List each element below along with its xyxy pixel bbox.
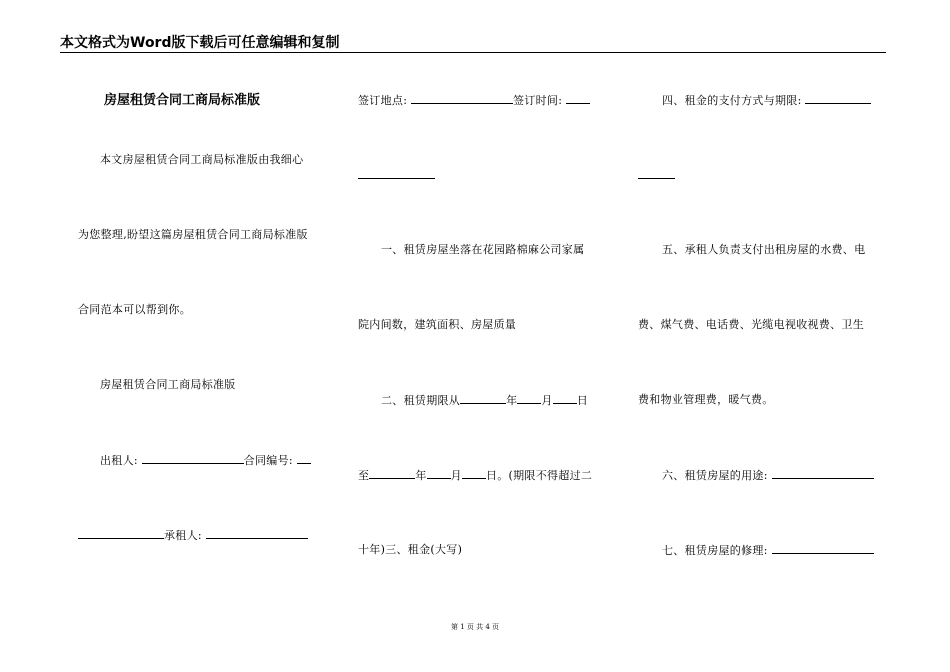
clause-7-line [662,543,874,558]
clause-5-line-2: 费、煤气费、电话费、光缆电视收视费、卫生 [638,318,864,331]
time-label: 签订时间: [513,94,567,107]
page-number: 第 1 页 共 4 页 [450,623,500,631]
intro-line-3: 合同范本可以帮到你。 [78,303,191,316]
place-label: 签订地点: [358,94,412,107]
place-blank[interactable] [411,93,513,104]
contract-no-label: 合同编号: [243,454,297,467]
clause-6-line [662,468,874,483]
time-blank[interactable] [566,93,590,104]
clause-2-start: 二、租赁期限从 [381,394,461,407]
clause-5-line-1: 五、承租人负责支付出租房屋的水费、电 [662,243,866,256]
time-blank-cont[interactable] [358,168,435,179]
day-label: 日 [576,394,589,407]
clause-6-text: 六、租赁房屋的用途: [662,469,772,482]
clause-1-line-2: 院内间数，建筑面积、房屋质量 [358,318,517,331]
lessee-blank[interactable] [206,528,308,539]
clause-4-text: 四、租金的支付方式与期限: [662,94,806,107]
purpose-blank[interactable] [772,468,874,479]
year-label: 年 [506,394,518,407]
term-limit-note: 日。(期限不得超过二 [485,469,593,482]
start-day-blank[interactable] [553,393,577,404]
intro-line-1: 本文房屋租赁合同工商局标准版由我细心 [100,153,304,166]
lessee-line [78,528,308,543]
end-year-label: 年 [415,469,427,482]
clause-3-line: 十年)三、租金(大写) [358,543,463,556]
clause-5-line-3: 费和物业管理费，暖气费。 [638,393,774,406]
lessor-line [100,453,311,468]
to-label: 至 [358,469,370,482]
subtitle: 房屋租赁合同工商局标准版 [100,378,236,391]
clause-2-line-1 [381,393,588,408]
clause-2-line-2 [358,468,592,483]
document-header: 本文格式为Word版下载后可任意编辑和复制 [60,35,340,51]
lessor-label: 出租人: [100,454,142,467]
month-label: 月 [541,394,553,407]
clause-7-text: 七、租赁房屋的修理: [662,544,772,557]
document-title: 房屋租赁合同工商局标准版 [104,93,261,108]
signing-line [358,93,590,108]
payment-blank-cont[interactable] [638,168,675,179]
clause-1-line-1: 一、租赁房屋坐落在花园路棉麻公司家属 [381,243,585,256]
end-month-label: 月 [450,469,462,482]
start-month-blank[interactable] [517,393,541,404]
repair-blank[interactable] [772,543,874,554]
payment-blank-cont-line [638,168,675,183]
time-blank-cont-line [358,168,435,183]
contract-no-blank-cont[interactable] [78,528,164,539]
start-year-blank[interactable] [460,393,506,404]
payment-blank[interactable] [805,93,871,104]
lessee-label: 承租人: [164,529,206,542]
clause-4-line [662,93,871,108]
intro-line-2: 为您整理,盼望这篇房屋租赁合同工商局标准版 [78,228,308,241]
header-rule [60,52,886,53]
contract-no-blank[interactable] [297,453,311,464]
end-month-blank[interactable] [427,468,451,479]
end-year-blank[interactable] [369,468,415,479]
lessor-blank[interactable] [142,453,244,464]
end-day-blank[interactable] [462,468,486,479]
